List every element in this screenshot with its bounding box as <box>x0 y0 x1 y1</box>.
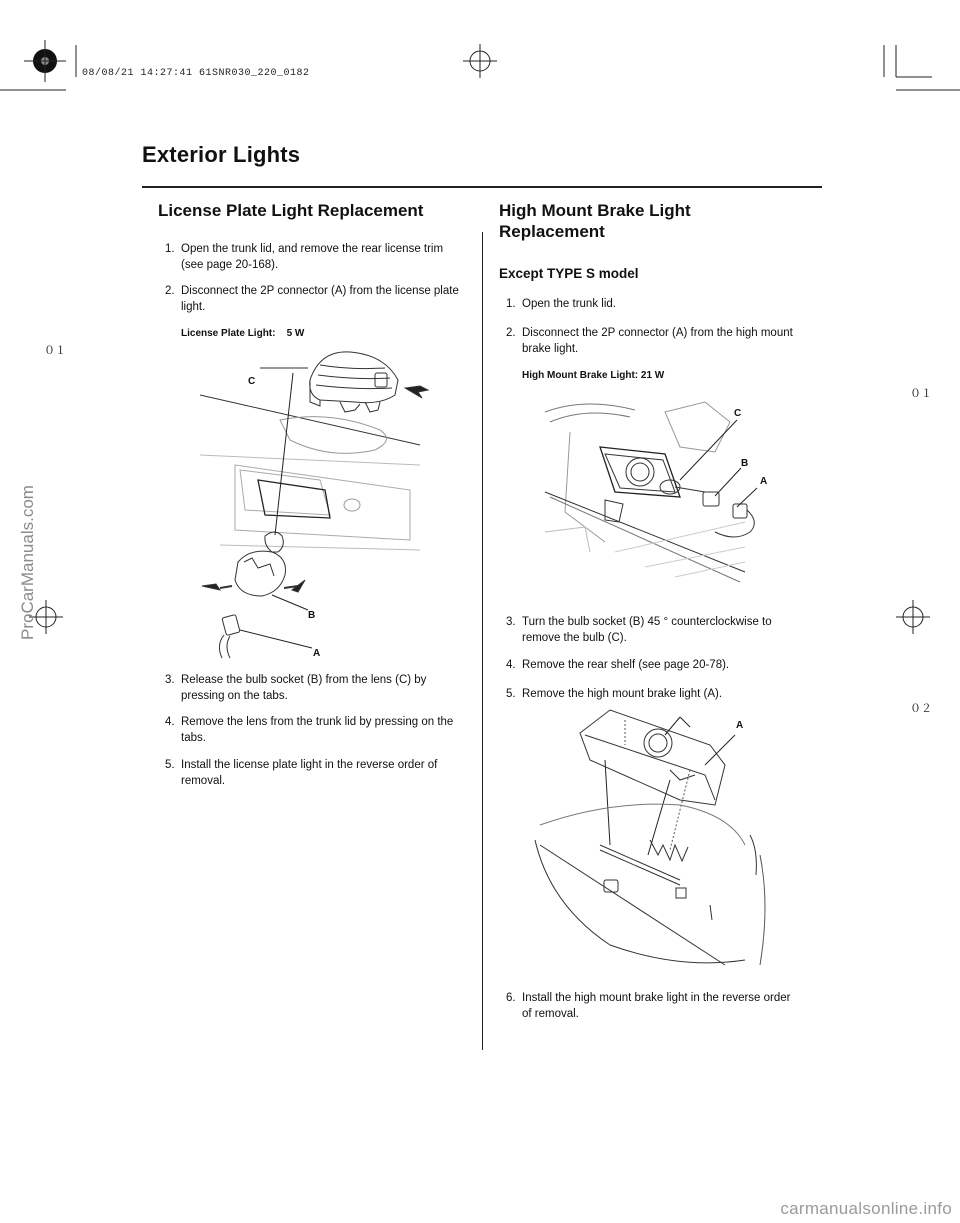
column-divider <box>482 232 483 1050</box>
left-step-5: 5. Install the license plate light in the reverse order of removal. <box>165 759 438 787</box>
label-c: C <box>734 408 742 419</box>
right-step-6: 6. Install the high mount brake light in the reverse order of removal. <box>506 992 791 1020</box>
page-title: Exterior Lights <box>142 142 301 167</box>
license-plate-heading: License Plate Light Replacement <box>158 201 424 220</box>
left-step-3: 3. Release the bulb socket (B) from the lens (C) by pressing on the tabs. <box>165 674 427 702</box>
except-type-s-subheading: Except TYPE S model <box>499 266 639 281</box>
right-step-2: 2. Disconnect the 2P connector (A) from the high mount brake light. <box>506 327 793 355</box>
license-plate-caption: License Plate Light: 5 W <box>181 328 305 339</box>
left-step-2: 2. Disconnect the 2P connector (A) from the license plate light. <box>165 285 459 313</box>
vertical-watermark: ProCarManuals.com <box>18 485 37 640</box>
print-stamp: 08/08/21 14:27:41 61SNR030_220_0182 <box>82 68 310 79</box>
right-step-1: 1. Open the trunk lid. <box>506 298 616 310</box>
right-step-3: 3. Turn the bulb socket (B) 45 ° counterclockwise to remove the bulb (C). <box>506 616 772 644</box>
right-step-4: 4. Remove the rear shelf (see page 20-78). <box>506 659 730 671</box>
label-a: A <box>313 648 321 659</box>
title-rule <box>142 186 822 188</box>
high-mount-caption: High Mount Brake Light: 21 W <box>522 370 665 381</box>
label-c: C <box>248 376 256 387</box>
label-b: B <box>741 458 749 469</box>
label-b: B <box>308 610 316 621</box>
label-a: A <box>736 720 744 731</box>
left-step-4: 4. Remove the lens from the trunk lid by pressing on the tabs. <box>165 716 454 744</box>
label-a: A <box>760 476 768 487</box>
bottom-watermark: carmanualsonline.info <box>780 1199 952 1218</box>
margin-mark-right-01: ０１ <box>910 389 932 401</box>
left-step-1: 1. Open the trunk lid, and remove the rear license trim (see page 20-168). <box>165 243 444 271</box>
right-step-5: 5. Remove the high mount brake light (A). <box>506 688 723 700</box>
margin-mark-right-02: ０２ <box>910 704 932 716</box>
margin-mark-left-01: ０１ <box>44 346 66 358</box>
high-mount-heading: High Mount Brake Light Replacement <box>499 201 691 241</box>
